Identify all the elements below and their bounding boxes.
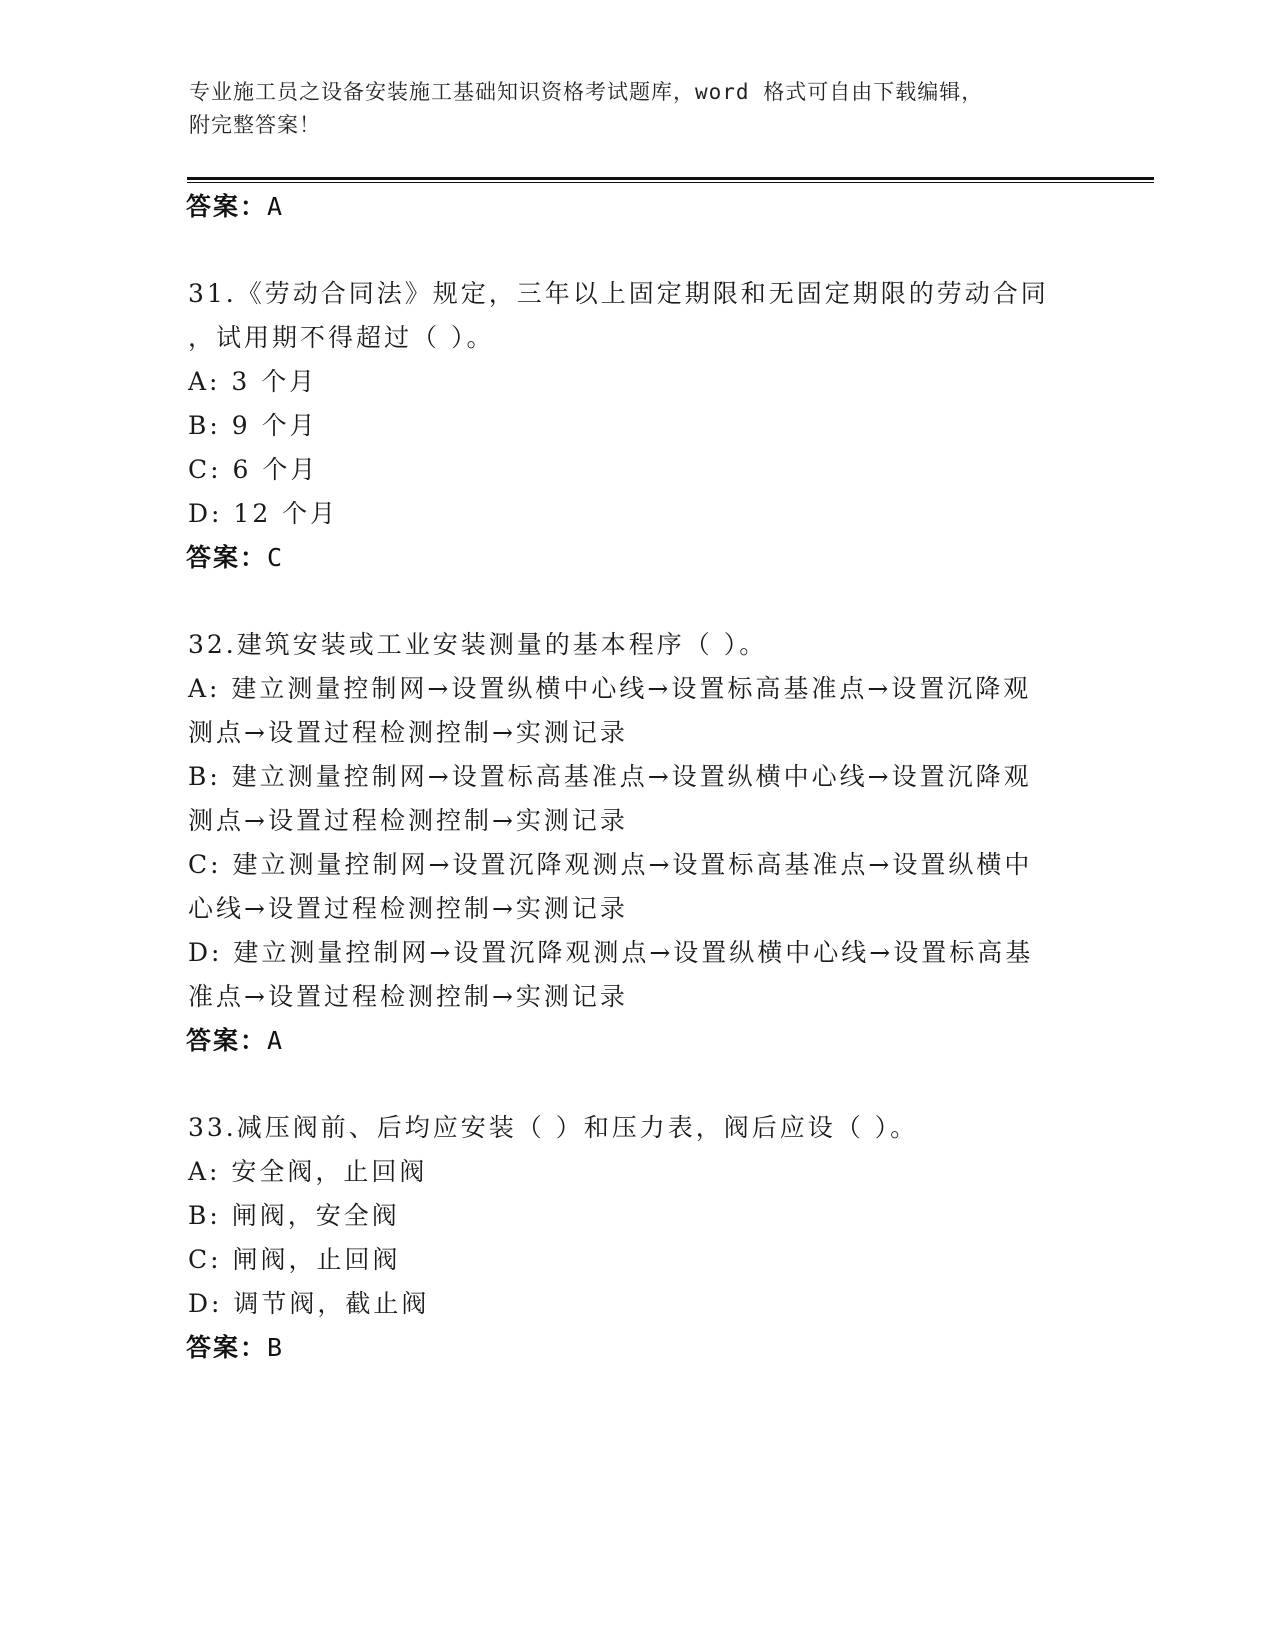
question-31-option-a: A: 3 个月 [188,367,318,396]
answer-label: 答案： [186,192,268,221]
question-33-answer [186,1328,284,1364]
header-divider-thin [187,182,1154,183]
question-32-option-b-cont: 测点→设置过程检测控制→实测记录 [188,806,628,835]
answer-line [186,187,284,223]
answer-label: 答案： [186,543,268,572]
question-32-option-d: D: 建立测量控制网→设置沉降观测点→设置纵横中心线→设置标高基 [188,938,1034,967]
answer-value: A [267,1026,285,1055]
question-31-option-c: C: 6 个月 [188,455,319,484]
question-32-option-b: B: 建立测量控制网→设置标高基准点→设置纵横中心线→设置沉降观 [188,762,1032,791]
question-33-option-d: D: 调节阀，截止阀 [188,1289,430,1318]
header-line-2: 附完整答案！ [189,113,321,137]
answer-value: A [267,192,285,221]
question-33-option-a: A: 安全阀，止回阀 [188,1157,428,1186]
question-32-option-c: C: 建立测量控制网→设置沉降观测点→设置标高基准点→设置纵横中 [188,850,1033,879]
question-32-stem: 32.建筑安装或工业安装测量的基本程序（ ）。 [188,630,768,659]
answer-label: 答案： [186,1333,268,1362]
question-32-option-c-cont: 心线→设置过程检测控制→实测记录 [188,894,628,923]
answer-value: C [267,543,285,572]
question-32-option-d-cont: 准点→设置过程检测控制→实测记录 [188,982,628,1011]
question-31-answer [186,538,284,574]
question-31-option-b: B: 9 个月 [188,411,318,440]
question-32-answer [186,1021,284,1057]
question-32-option-a: A: 建立测量控制网→设置纵横中心线→设置标高基准点→设置沉降观 [188,674,1032,703]
question-32-option-a-cont: 测点→设置过程检测控制→实测记录 [188,718,628,747]
header-line-1: 专业施工员之设备安装施工基础知识资格考试题库，word 格式可自由下载编辑， [189,80,984,104]
question-33-option-b: B: 闸阀，安全阀 [188,1201,400,1230]
header-divider [187,177,1154,180]
question-31-option-d: D: 12 个月 [188,499,339,528]
question-33-option-c: C: 闸阀，止回阀 [188,1245,401,1274]
question-31-stem-cont: ，试用期不得超过（ ）。 [188,323,495,352]
answer-label: 答案： [186,1026,268,1055]
question-33-stem: 33.减压阀前、后均应安装（ ）和压力表，阀后应设（ ）。 [188,1113,919,1142]
document-header [189,76,1069,142]
answer-value: B [267,1333,285,1362]
question-31-stem: 31.《劳动合同法》规定，三年以上固定期限和无固定期限的劳动合同 [188,279,1049,308]
